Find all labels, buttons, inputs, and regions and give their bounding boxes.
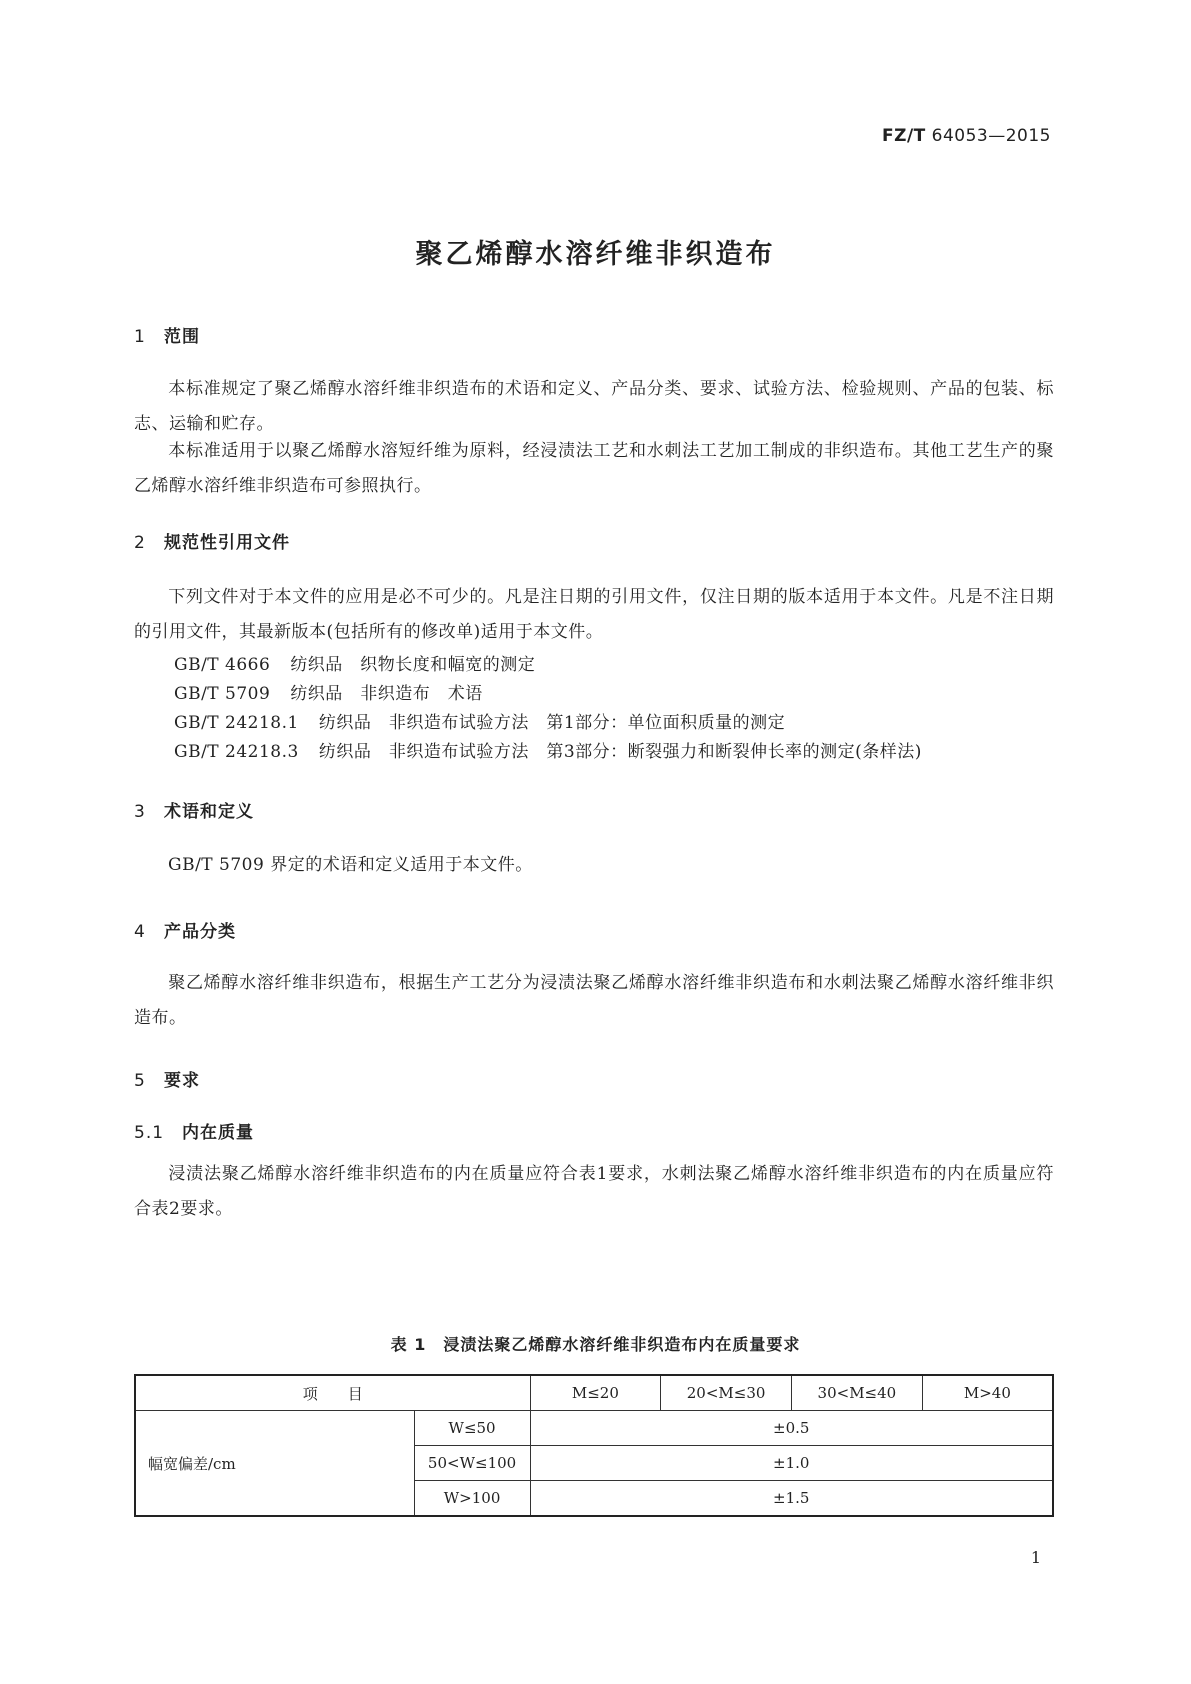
section-3-heading: 3 术语和定义 bbox=[134, 802, 254, 822]
table-cell-value: ±1.0 bbox=[530, 1446, 1053, 1481]
table-cell-condition: W>100 bbox=[414, 1481, 530, 1517]
page-number: 1 bbox=[1030, 1548, 1041, 1567]
document-title: 聚乙烯醇水溶纤维非织造布 bbox=[415, 239, 776, 270]
section-2-paragraph-1: 下列文件对于本文件的应用是必不可少的。凡是注日期的引用文件，仅注日期的版本适用于本文件。凡是不注日期的引用文件，其最新版本(包括所有的修改单)适用于本文件。 bbox=[134, 587, 1054, 642]
table-cell-value: ±0.5 bbox=[530, 1411, 1053, 1446]
section-1-paragraph-1: 本标准规定了聚乙烯醇水溶纤维非织造布的术语和定义、产品分类、要求、试验方法、检验规则、产品的包装、标志、运输和贮存。 bbox=[134, 379, 1054, 434]
section-3-paragraph-1: GB/T 5709 界定的术语和定义适用于本文件。 bbox=[168, 855, 533, 875]
table-header-col: M>40 bbox=[922, 1375, 1053, 1411]
table-row bbox=[135, 1411, 1053, 1446]
standard-code bbox=[882, 126, 1051, 146]
table-cell-condition: W≤50 bbox=[414, 1411, 530, 1446]
table-row-label: 幅宽偏差/cm bbox=[135, 1411, 414, 1517]
table-header-col: 30<M≤40 bbox=[791, 1375, 922, 1411]
reference-item: GB/T 4666 纺织品 织物长度和幅宽的测定 bbox=[174, 655, 536, 675]
section-5-1-paragraph-1: 浸渍法聚乙烯醇水溶纤维非织造布的内在质量应符合表1要求，水刺法聚乙烯醇水溶纤维非织造布的内在质量应符合表2要求。 bbox=[134, 1164, 1054, 1219]
table-header-item: 项 目 bbox=[135, 1375, 530, 1411]
standard-prefix: FZ/T bbox=[882, 126, 926, 146]
section-1-paragraph-2: 本标准适用于以聚乙烯醇水溶短纤维为原料，经浸渍法工艺和水刺法工艺加工制成的非织造布。其他工艺生产的聚乙烯醇水溶纤维非织造布可参照执行。 bbox=[134, 441, 1054, 496]
section-4-paragraph-1: 聚乙烯醇水溶纤维非织造布，根据生产工艺分为浸渍法聚乙烯醇水溶纤维非织造布和水刺法聚乙烯醇水溶纤维非织造布。 bbox=[134, 973, 1054, 1028]
table-header-col: 20<M≤30 bbox=[661, 1375, 792, 1411]
standard-number: 64053—2015 bbox=[931, 126, 1051, 146]
section-4-heading: 4 产品分类 bbox=[134, 922, 236, 942]
table-header-col: M≤20 bbox=[530, 1375, 661, 1411]
section-1-heading: 1 范围 bbox=[134, 327, 200, 347]
reference-item: GB/T 24218.3 纺织品 非织造布试验方法 第3部分：断裂强力和断裂伸长率的测定(条样法) bbox=[174, 742, 922, 762]
table-1 bbox=[134, 1374, 1054, 1517]
section-2-heading: 2 规范性引用文件 bbox=[134, 533, 290, 553]
reference-item: GB/T 24218.1 纺织品 非织造布试验方法 第1部分：单位面积质量的测定 bbox=[174, 713, 786, 733]
table-cell-value: ±1.5 bbox=[530, 1481, 1053, 1517]
section-5-1-heading: 5.1 内在质量 bbox=[134, 1123, 254, 1143]
table-1-caption: 表 1 浸渍法聚乙烯醇水溶纤维非织造布内在质量要求 bbox=[390, 1335, 801, 1354]
reference-item: GB/T 5709 纺织品 非织造布 术语 bbox=[174, 684, 483, 704]
section-5-heading: 5 要求 bbox=[134, 1071, 200, 1091]
table-cell-condition: 50<W≤100 bbox=[414, 1446, 530, 1481]
table-header-row bbox=[135, 1375, 1053, 1411]
